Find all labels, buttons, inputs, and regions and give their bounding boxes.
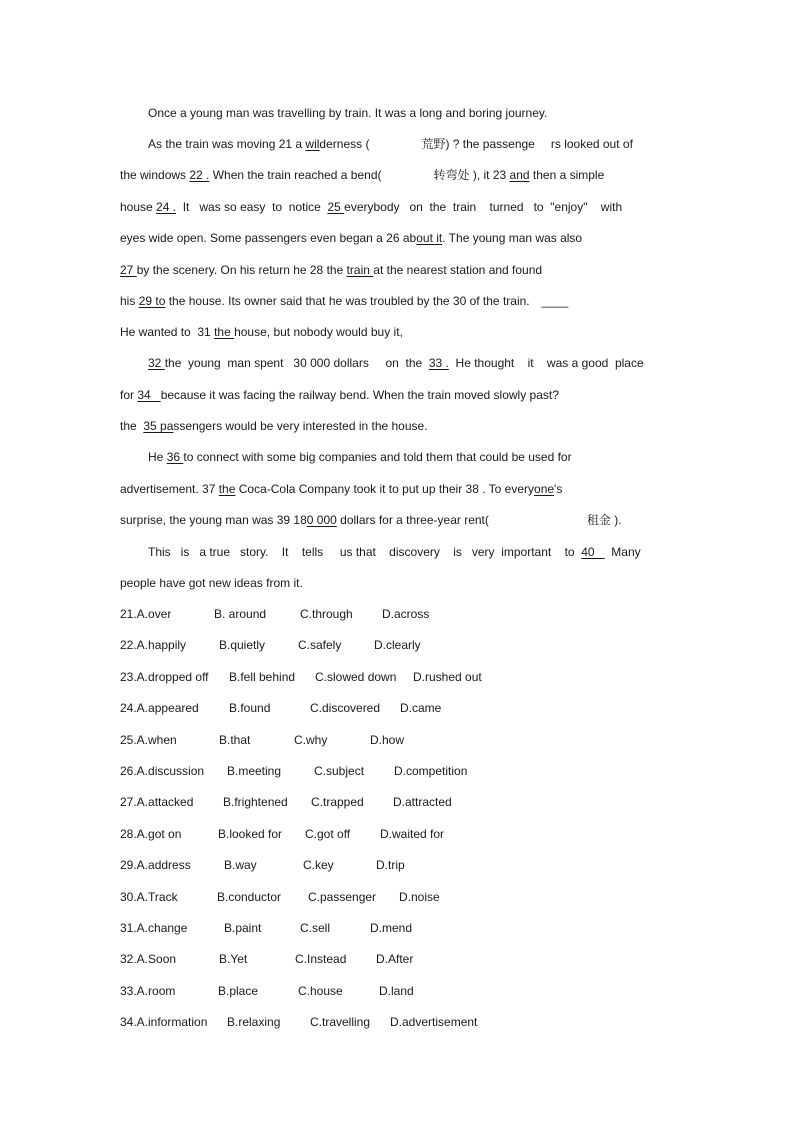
question-option-a: 26.A.discussion: [120, 764, 205, 778]
passage-line-8: He wanted to 31 the house, but nobody would buy it,: [120, 325, 403, 339]
question-option-a: 32.A.Soon: [120, 952, 177, 967]
question-row: [120, 668, 680, 686]
question-option-a: 24.A.appeared: [120, 701, 199, 716]
question-row: [120, 731, 680, 749]
passage-line-4: house 24 . It was so easy to notice 25 everybody on the train turned to "enjoy" with: [120, 200, 623, 214]
question-row: [120, 825, 680, 843]
question-option-c: C.why: [294, 732, 328, 747]
question-option-c: C.sell: [300, 921, 331, 935]
question-option-c: C.safely: [298, 638, 342, 653]
question-option-b: B.looked for: [218, 826, 283, 841]
question-row: [120, 793, 680, 811]
question-option-c: C.house: [298, 983, 343, 998]
question-option-b: B.that: [219, 732, 251, 747]
question-option-c: C.key: [303, 858, 334, 873]
passage-line-7: his 29 to the house. Its owner said that he was troubled by the 30 of the train. ____: [120, 294, 569, 308]
question-option-a: 30.A.Track: [120, 889, 178, 904]
question-option-b: B.fell behind: [229, 669, 296, 684]
passage-line-9: 32 the young man spent 30 000 dollars on the 33 . He thought it was a good place: [148, 356, 644, 370]
question-option-b: B. around: [214, 607, 267, 621]
question-option-a: 27.A.attacked: [120, 795, 194, 810]
question-option-d: D.clearly: [374, 638, 421, 653]
question-option-b: B.paint: [224, 921, 262, 935]
question-row: [120, 919, 680, 937]
question-option-b: B.relaxing: [227, 1015, 281, 1030]
question-row: [120, 762, 680, 780]
question-option-c: C.slowed down: [315, 669, 397, 684]
question-option-d: D.rushed out: [413, 669, 482, 684]
question-option-c: C.got off: [305, 826, 351, 841]
question-option-d: D.across: [382, 607, 430, 621]
question-option-d: D.attracted: [393, 795, 452, 810]
question-option-a: 33.A.room: [120, 983, 176, 998]
question-option-d: D.trip: [376, 858, 405, 873]
passage-line-2: As the train was moving 21 a wilderness ( 荒野) ? the passenge rs looked out of: [148, 137, 633, 151]
question-option-c: C.travelling: [310, 1015, 371, 1030]
question-row: [120, 1013, 680, 1031]
question-option-d: D.noise: [399, 889, 440, 904]
question-option-c: C.subject: [314, 764, 365, 778]
question-row: [120, 636, 680, 654]
question-option-d: D.waited for: [380, 826, 445, 841]
question-row: [120, 950, 680, 968]
question-row: [120, 699, 680, 717]
question-option-b: B.frightened: [223, 795, 288, 810]
question-row: [120, 605, 680, 623]
passage-line-14: surprise, the young man was 39 180 000 dollars for a three-year rent( 租金 ).: [120, 513, 622, 527]
question-option-d: D.land: [379, 983, 414, 998]
question-option-b: B.meeting: [227, 764, 282, 778]
passage-line-3: the windows 22 . When the train reached a bend( 转弯处 ), it 23 and then a simple: [120, 168, 605, 182]
question-option-a: 28.A.got on: [120, 826, 182, 841]
question-option-d: D.After: [376, 952, 414, 967]
question-option-b: B.quietly: [219, 638, 266, 653]
question-option-a: 22.A.happily: [120, 638, 187, 653]
question-option-a: 23.A.dropped off: [120, 669, 209, 684]
passage-line-1: Once a young man was travelling by train. It was a long and boring journey.: [148, 106, 548, 120]
question-option-b: B.Yet: [219, 952, 248, 967]
question-option-d: D.came: [400, 701, 442, 716]
question-option-b: B.conductor: [217, 889, 282, 904]
passage-line-16: people have got new ideas from it.: [120, 576, 303, 590]
question-option-d: D.mend: [370, 921, 413, 935]
passage-line-11: the 35 passengers would be very interested in the house.: [120, 419, 428, 433]
passage-line-5: eyes wide open. Some passengers even began a 26 about it. The young man was also: [120, 231, 583, 245]
question-option-c: C.through: [300, 607, 353, 621]
question-option-a: 29.A.address: [120, 858, 191, 873]
question-option-d: D.competition: [394, 764, 468, 778]
question-row: [120, 888, 680, 906]
question-option-c: C.Instead: [295, 952, 347, 967]
question-row: [120, 856, 680, 874]
question-option-a: 25.A.when: [120, 732, 177, 747]
question-row: [120, 982, 680, 1000]
question-option-a: 21.A.over: [120, 607, 172, 621]
question-option-a: 34.A.information: [120, 1015, 208, 1030]
passage-line-13: advertisement. 37 the Coca-Cola Company took it to put up their 38 . To everyone's: [120, 482, 563, 496]
question-option-d: D.advertisement: [390, 1015, 478, 1030]
passage-line-6: 27 by the scenery. On his return he 28 the train at the nearest station and found: [120, 263, 543, 277]
question-option-d: D.how: [370, 732, 405, 747]
question-option-b: B.place: [218, 983, 259, 998]
question-option-c: C.trapped: [311, 795, 364, 810]
question-option-c: C.discovered: [310, 701, 381, 716]
passage-line-15: This is a true story. It tells us that discovery is very important to 40 Many: [148, 545, 641, 559]
question-option-b: B.found: [229, 701, 271, 716]
passage-line-12: He 36 to connect with some big companies and told them that could be used for: [148, 450, 572, 464]
question-option-b: B.way: [224, 858, 257, 873]
question-option-a: 31.A.change: [120, 921, 188, 935]
passage-line-10: for 34 because it was facing the railway bend. When the train moved slowly past?: [120, 388, 559, 402]
question-option-c: C.passenger: [308, 889, 377, 904]
